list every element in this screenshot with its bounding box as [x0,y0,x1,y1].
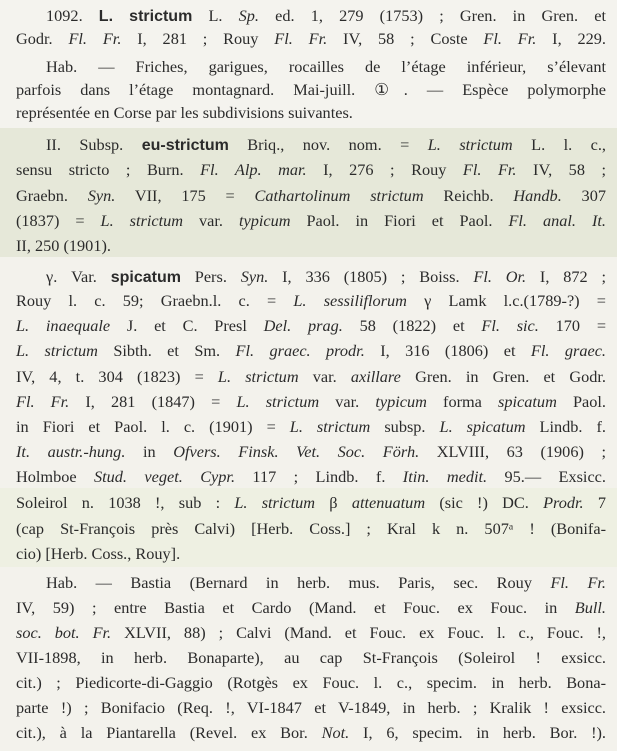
var-line-8: It. austr.-hung. in Ofvers. Finsk. Vet. Soc. Förh. XLVIII, 63 (1906) ; [16,442,606,461]
var-habitat-line-1: Hab. — Bastia (Bernard in herb. mus. Paris, sec. Rouy Fl. Fr. [46,573,606,592]
var-line-12: cio) [Herb. Coss., Rouy]. [16,544,181,563]
entry-line-2: Godr. Fl. Fr. I, 281 ; Rouy Fl. Fr. IV, 58 ; Coste Fl. Fr. I, 229. [16,29,606,48]
var-habitat-line-2: IV, 59) ; entre Bastia et Cardo (Mand. et Fouc. ex Fouc. in Bull. [16,598,606,617]
subsp-line-2: sensu stricto ; Burn. Fl. Alp. mar. I, 276 ; Rouy Fl. Fr. IV, 58 ; [16,160,607,179]
subsp-line-5: II, 250 (1901). [16,236,111,255]
subsp-line-3: Graebn. Syn. VII, 175 = Cathartolinum strictum Reichb. Handb. 307 [16,186,606,205]
var-line-11: (cap St-François près Calvi) [Herb. Coss.] ; Kral k n. 507ᵃ ! (Bonifa- [16,519,606,538]
habitat-line-2: parfois dans l’étage montagnard. Mai-juill. ①. — Espèce polymorphe [16,80,606,99]
var-line-4: L. strictum Sibth. et Sm. Fl. graec. prodr. I, 316 (1806) et Fl. graec. [16,341,606,360]
var-habitat-line-3: soc. bot. Fr. XLVII, 88) ; Calvi (Mand. et Fouc. ex Fouc. l. c., Fouc. !, [16,623,606,642]
var-line-2: Rouy l. c. 59; Graebn.l. c. = L. sessiliflorum γ Lamk l.c.(1789-?) = [16,291,606,310]
var-line-7: in Fiori et Paol. l. c. (1901) = L. strictum subsp. L. spicatum Lindb. f. [16,417,606,436]
var-habitat-line-5: cit.) ; Piedicorte-di-Gaggio (Rotgès ex Fouc. l. c., specim. in herb. Bona- [16,673,606,692]
var-habitat-line-4: VII-1898, in herb. Bonaparte), au cap St-François (Soleirol ! exsicc. [16,648,606,667]
var-line-6: Fl. Fr. I, 281 (1847) = L. strictum var. typicum forma spicatum Paol. [16,392,607,411]
subsp-line-1: II. Subsp. eu-strictum Briq., nov. nom. = L. strictum L. l. c., [46,135,606,154]
var-line-1: γ. Var. spicatum Pers. Syn. I, 336 (1805) ; Boiss. Fl. Or. I, 872 ; [46,267,607,286]
habitat-line-3: représentée en Corse par les subdivisions suivantes. [16,103,353,122]
entry-line-1: 1092. L. strictum L. Sp. ed. 1, 279 (1753) ; Gren. in Gren. et [46,6,607,25]
var-line-3: L. inaequale J. et C. Presl Del. prag. 58 (1822) et Fl. sic. 170 = [16,316,607,335]
var-name: spicatum [110,269,181,286]
subsp-name: eu-strictum [141,137,229,154]
habitat-line-1: Hab. — Friches, garigues, rocailles de l’étage inférieur, s’élevant [46,57,606,76]
species-name: strictum [129,8,193,25]
var-line-10: Soleirol n. 1038 !, sub : L. strictum β attenuatum (sic !) DC. Prodr. 7 [16,493,606,512]
var-habitat-line-7: cit.), à la Piantarella (Revel. ex Bor. Not. I, 6, specim. in herb. Bor. !). [16,723,606,742]
var-habitat-line-6: parte !) ; Bonifacio (Req. !, VI-1847 et V-1849, in herb. ; Kralik ! exsicc. [16,698,606,717]
subsp-line-4: (1837) = L. strictum var. typicum Paol. in Fiori et Paol. Fl. anal. It. [16,211,606,230]
var-line-5: IV, 4, t. 304 (1823) = L. strictum var. axillare Gren. in Gren. et Godr. [16,367,606,386]
var-line-9: Holmboe Stud. veget. Cypr. 117 ; Lindb. f. Itin. medit. 95.— Exsicc. [16,467,606,486]
